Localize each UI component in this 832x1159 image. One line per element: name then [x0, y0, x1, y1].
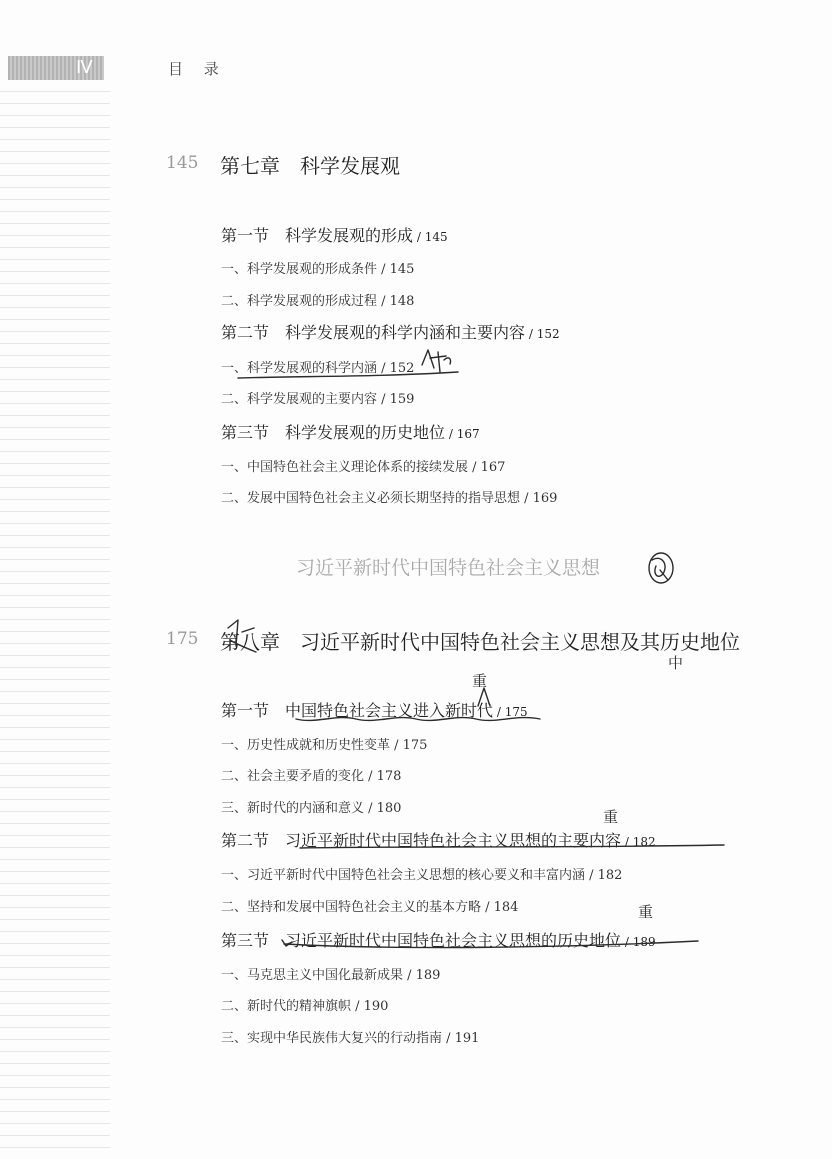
list-item: 一、科学发展观的形成条件 / 145 [221, 262, 415, 277]
chapter-8-page: 175 [166, 629, 199, 649]
pen-scribble [422, 350, 451, 372]
toc-heading: 目 录 [168, 60, 227, 78]
section-title: 第一节 中国特色社会主义进入新时代 [221, 701, 494, 720]
list-item: 二、发展中国特色社会主义必须长期坚持的指导思想 / 169 [221, 491, 558, 506]
pen-scribble [228, 620, 256, 652]
pen-underline [284, 941, 698, 948]
section-page: / 145 [413, 230, 448, 244]
list-item: 三、实现中华民族伟大复兴的行动指南 / 191 [221, 1031, 480, 1046]
list-item: 一、科学发展观的科学内涵 / 152 [221, 361, 415, 376]
list-item: 一、中国特色社会主义理论体系的接续发展 / 167 [221, 460, 506, 475]
section-title: 第三节 习近平新时代中国特色社会主义思想的历史地位 [221, 931, 622, 950]
pen-mark-zhong: 重 [603, 808, 619, 826]
pen-underline [300, 845, 724, 848]
list-item: 二、新时代的精神旗帜 / 190 [221, 999, 389, 1014]
section-title: 第二节 习近平新时代中国特色社会主义思想的主要内容 [221, 831, 622, 850]
section-title: 第二节 科学发展观的科学内涵和主要内容 [221, 323, 526, 342]
pen-mark-zhong-2: 中 [668, 654, 684, 672]
chapter-8-title: 第八章 习近平新时代中国特色社会主义思想及其历史地位 [220, 630, 740, 654]
list-item: 一、习近平新时代中国特色社会主义思想的核心要义和丰富内涵 / 182 [221, 868, 623, 883]
pen-scribble [652, 558, 668, 580]
section-title: 第三节 科学发展观的历史地位 [221, 423, 446, 442]
section-page: / 175 [493, 705, 528, 719]
pen-underline [296, 718, 540, 721]
pen-caret [282, 940, 292, 946]
section-title: 第一节 科学发展观的形成 [221, 226, 414, 245]
section-page: / 182 [621, 835, 656, 849]
pen-mark-zhong: 重 [472, 672, 488, 690]
list-item: 一、历史性成就和历史性变革 / 175 [221, 738, 428, 753]
list-item: 一、马克思主义中国化最新成果 / 189 [221, 968, 441, 983]
pen-caret [478, 688, 490, 706]
pen-circle [649, 553, 673, 583]
list-item: 二、科学发展观的形成过程 / 148 [221, 294, 415, 309]
list-item: 二、坚持和发展中国特色社会主义的基本方略 / 184 [221, 900, 519, 915]
list-item: 二、社会主要矛盾的变化 / 178 [221, 769, 402, 784]
chapter-7-title: 第七章 科学发展观 [220, 154, 400, 178]
pen-underline [238, 372, 458, 378]
chapter-7-page: 145 [166, 153, 199, 173]
section-page: / 189 [621, 935, 656, 949]
page-roman-numeral: Ⅳ [76, 57, 93, 78]
section-page: / 167 [445, 427, 480, 441]
pen-mark-zhong: 重 [638, 903, 654, 921]
list-item: 二、科学发展观的主要内容 / 159 [221, 392, 415, 407]
part-title: 习近平新时代中国特色社会主义思想 [296, 557, 601, 579]
section-page: / 152 [525, 327, 560, 341]
list-item: 三、新时代的内涵和意义 / 180 [221, 801, 402, 816]
